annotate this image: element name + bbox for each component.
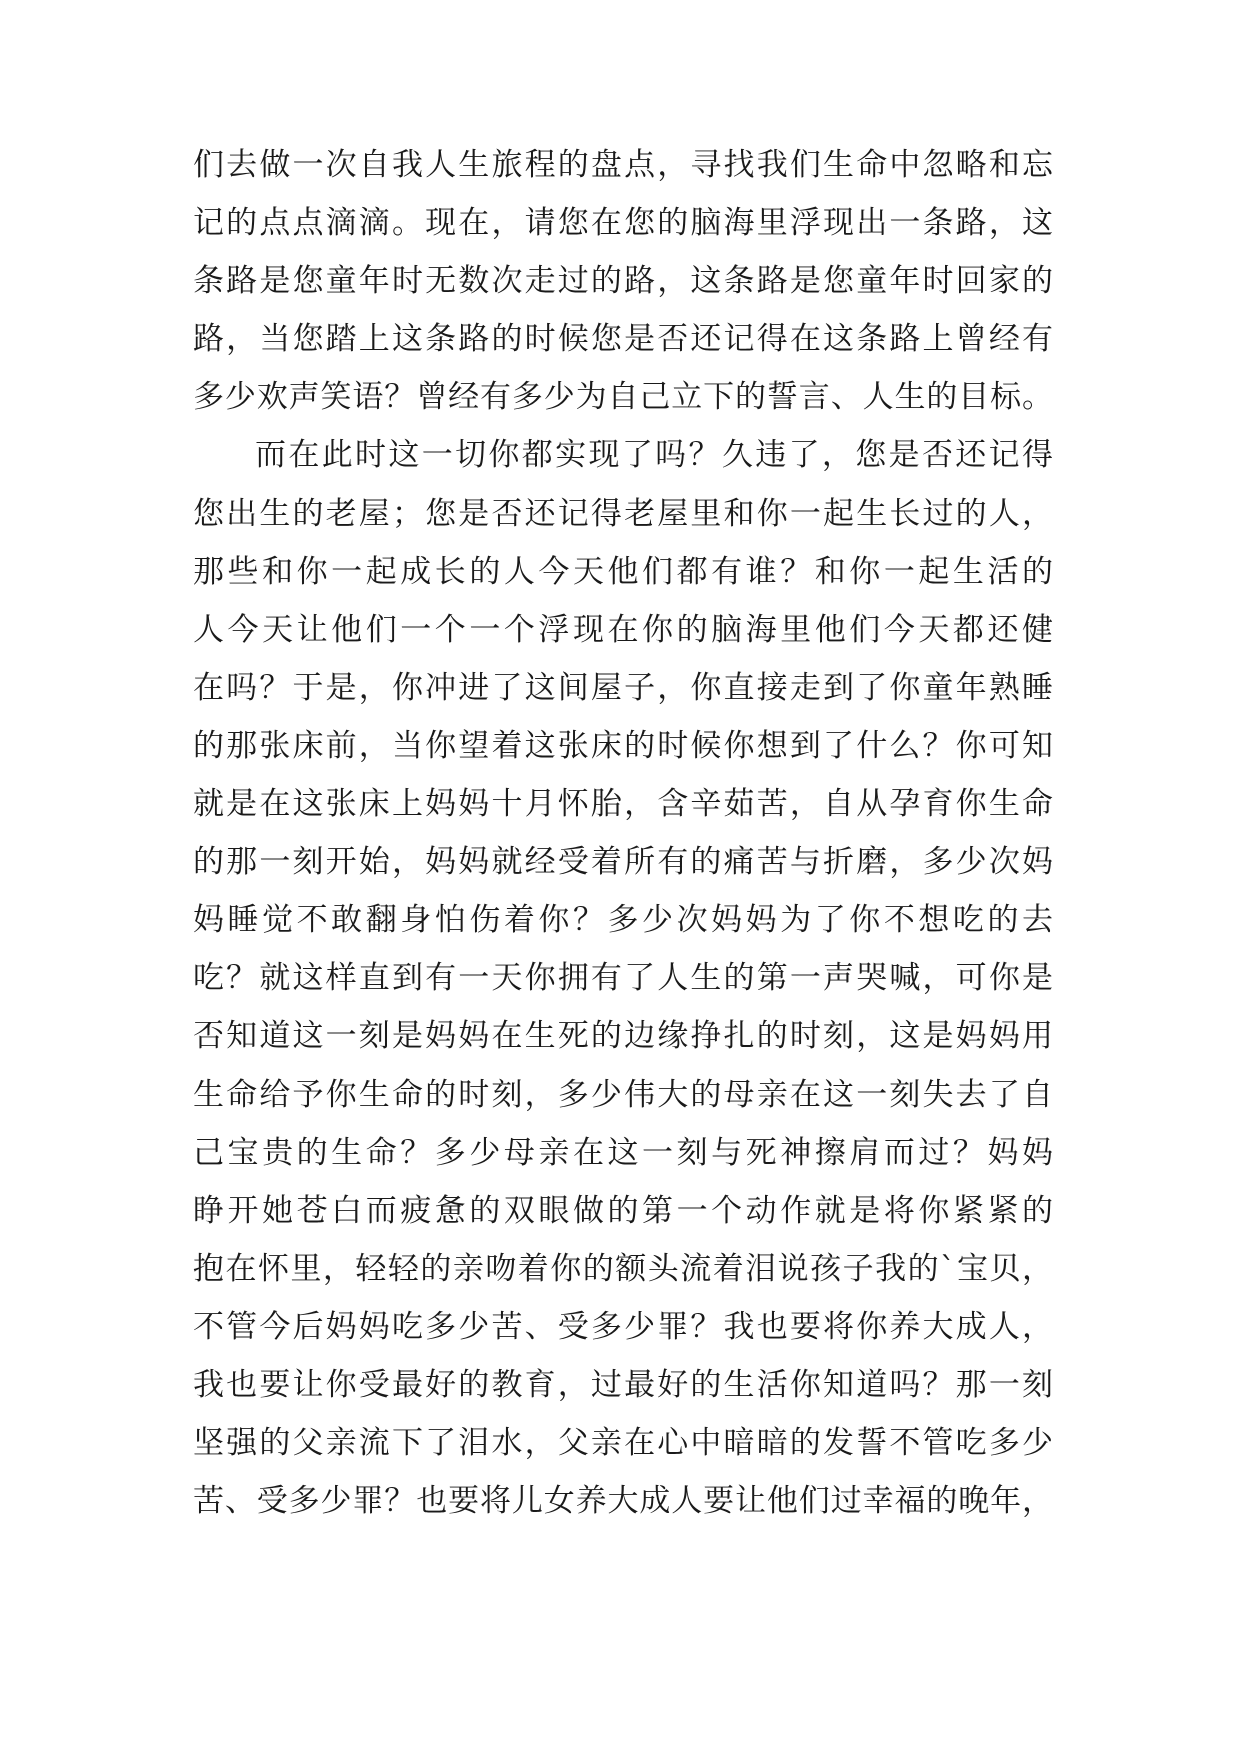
text-line: 苦、受多少罪？也要将儿女养大成人要让他们过幸福的晚年， (193, 1483, 1053, 1520)
text-line: 坚强的父亲流下了泪水，父亲在心中暗暗的发誓不管吃多少 (193, 1425, 1053, 1462)
text-line: 人今天让他们一个一个浮现在你的脑海里他们今天都还健 (193, 611, 1053, 648)
text-line: 否知道这一刻是妈妈在生死的边缘挣扎的时刻，这是妈妈用 (193, 1018, 1053, 1055)
text-line: 睁开她苍白而疲惫的双眼做的第一个动作就是将你紧紧的 (193, 1192, 1053, 1229)
text-line: 在吗？于是，你冲进了这间屋子，你直接走到了你童年熟睡 (193, 669, 1053, 706)
text-line: 的那张床前，当你望着这张床的时候你想到了什么？你可知 (193, 727, 1053, 764)
text-line: 妈睡觉不敢翻身怕伤着你？多少次妈妈为了你不想吃的去 (193, 902, 1053, 939)
text-line: 不管今后妈妈吃多少苦、受多少罪？我也要将你养大成人， (193, 1308, 1053, 1345)
text-line: 多少欢声笑语？曾经有多少为自己立下的誓言、人生的目标。 (193, 379, 1053, 416)
text-line: 就是在这张床上妈妈十月怀胎，含辛茹苦，自从孕育你生命 (193, 786, 1053, 823)
text-line: 的那一刻开始，妈妈就经受着所有的痛苦与折磨，多少次妈 (193, 844, 1053, 881)
text-line: 那些和你一起成长的人今天他们都有谁？和你一起生活的 (193, 553, 1053, 590)
text-line: 路，当您踏上这条路的时候您是否还记得在这条路上曾经有 (193, 321, 1053, 358)
text-line: 吃？就这样直到有一天你拥有了人生的第一声哭喊，可你是 (193, 960, 1053, 997)
text-line: 您出生的老屋；您是否还记得老屋里和你一起生长过的人， (193, 495, 1053, 532)
text-line: 我也要让你受最好的教育，过最好的生活你知道吗？那一刻 (193, 1366, 1053, 1403)
text-line: 己宝贵的生命？多少母亲在这一刻与死神擦肩而过？妈妈 (193, 1134, 1053, 1171)
text-line: 条路是您童年时无数次走过的路，这条路是您童年时回家的 (193, 263, 1053, 300)
text-line: 生命给予你生命的时刻，多少伟大的母亲在这一刻失去了自 (193, 1076, 1053, 1113)
text-line: 记的点点滴滴。现在，请您在您的脑海里浮现出一条路，这 (193, 205, 1053, 242)
text-line: 抱在怀里，轻轻的亲吻着你的额头流着泪说孩子我的`宝贝， (193, 1250, 1053, 1287)
text-line: 而在此时这一切你都实现了吗？久违了，您是否还记得 (255, 437, 1053, 474)
text-line: 们去做一次自我人生旅程的盘点，寻找我们生命中忽略和忘 (193, 147, 1053, 183)
body-text (193, 136, 1053, 1530)
